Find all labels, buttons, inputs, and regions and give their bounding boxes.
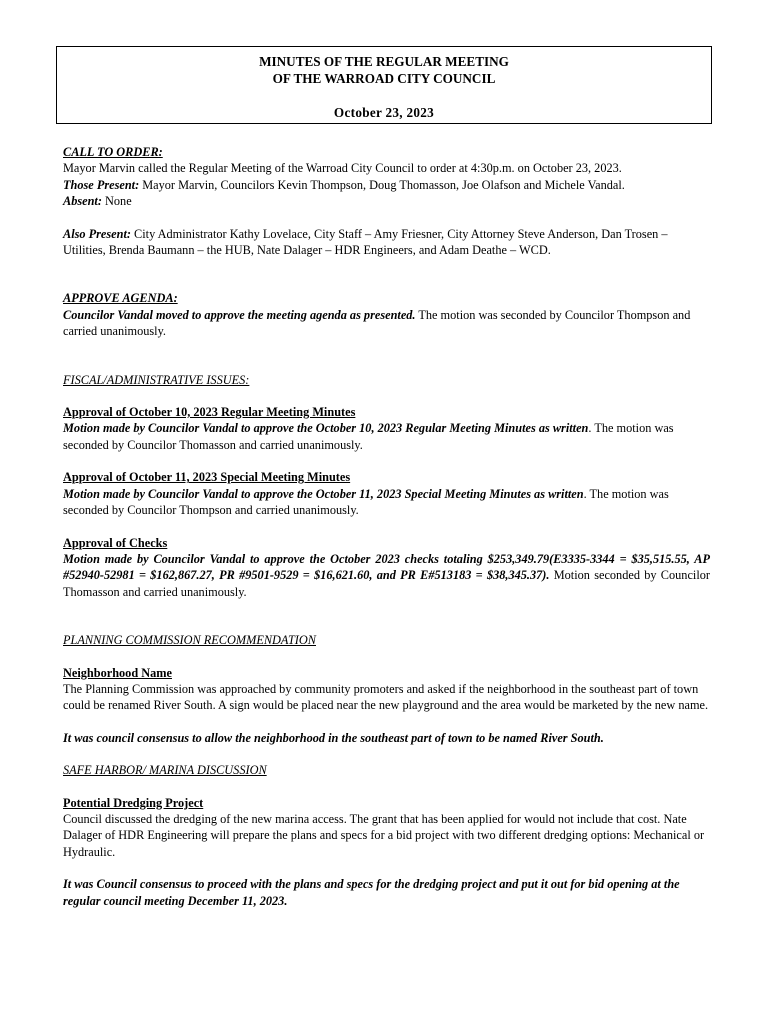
planning-text: The Planning Commission was approached by community promoters and asked if the neighborhood in the southeast part of town could be renamed River South. A sign would be placed near the new playground and the area would be marketed by the new name. bbox=[63, 681, 709, 713]
fiscal-item-second: Motion seconded by Councilor Thomasson and carried unanimously. bbox=[63, 568, 710, 599]
call-to-order-heading: CALL TO ORDER: bbox=[63, 145, 163, 159]
safe-harbor-item-title: Potential Dredging Project bbox=[63, 795, 204, 810]
agenda-second: The motion was seconded by Councilor Thompson and carried unanimously. bbox=[63, 307, 691, 339]
document-header bbox=[56, 46, 712, 124]
present-text: Mayor Marvin, Councilors Kevin Thompson, Doug Thomasson, Joe Olafson and Michele Vandal. bbox=[139, 177, 625, 192]
safe-harbor-heading: SAFE HARBOR/ MARINA DISCUSSION bbox=[63, 763, 267, 778]
fiscal-item-title: Approval of Checks bbox=[63, 535, 168, 550]
also-present bbox=[63, 226, 710, 259]
title-line-2: OF THE WARROAD CITY COUNCIL bbox=[272, 71, 496, 86]
fiscal-item-title: Approval of October 11, 2023 Special Meeting Minutes bbox=[63, 470, 351, 485]
fiscal-item-second: . The motion was seconded by Councilor Thomasson and carried unanimously. bbox=[63, 421, 674, 452]
safe-harbor-text: Council discussed the dredging of the new marina access. The grant that has been applied for would not include that cost. Nate Dalager of HDR Engineering will prepare the plans and specs for a bid project with two different dredging options: Mechanical or Hydraulic. bbox=[63, 811, 705, 859]
fiscal-item-text bbox=[63, 420, 710, 453]
absent-label: Absent: bbox=[63, 194, 102, 209]
call-to-order-text: Mayor Marvin called the Regular Meeting of the Warroad City Council to order at 4:30p.m. on October 23, 2023. bbox=[63, 161, 622, 176]
fiscal-item-motion: Motion made by Councilor Vandal to approve the October 10, 2023 Regular Meeting Minutes as written bbox=[63, 421, 589, 436]
planning-heading: PLANNING COMMISSION RECOMMENDATION bbox=[63, 633, 316, 648]
fiscal-heading: FISCAL/ADMINISTRATIVE ISSUES: bbox=[63, 372, 250, 387]
fiscal-item-text bbox=[63, 551, 710, 600]
minutes-body bbox=[63, 144, 710, 909]
present-label: Those Present: bbox=[63, 177, 140, 192]
title-line-1: MINUTES OF THE REGULAR MEETING bbox=[259, 54, 509, 69]
absent-text: None bbox=[101, 194, 132, 209]
fiscal-item-text bbox=[63, 486, 710, 519]
meeting-date: October 23, 2023 bbox=[333, 105, 435, 120]
fiscal-item-motion: Motion made by Councilor Vandal to approve the October 2023 checks totaling $253,349.79(E3335-3344 = $35,515.55, AP #52940-52981 = $162,867.27, PR #9501-9529 = $16,621.60, and PR E#513183 = $38,345.37). bbox=[63, 551, 710, 583]
those-present bbox=[63, 177, 710, 193]
approve-agenda-heading: APPROVE AGENDA: bbox=[63, 291, 178, 306]
fiscal-item-motion: Motion made by Councilor Vandal to approve the October 11, 2023 Special Meeting Minutes as written bbox=[63, 486, 584, 501]
approve-agenda-text bbox=[63, 307, 710, 340]
absent bbox=[63, 193, 710, 209]
planning-item-title: Neighborhood Name bbox=[63, 665, 172, 680]
agenda-motion: Councilor Vandal moved to approve the meeting agenda as presented. bbox=[63, 307, 416, 322]
also-present-text: City Administrator Kathy Lovelace, City Staff – Amy Friesner, City Attorney Steve Anderson, Dan Trosen – Utilities, Brenda Baumann – the HUB, Nate Dalager – HDR Engineers, and Adam Deathe – WCD. bbox=[63, 226, 668, 258]
planning-consensus: It was council consensus to allow the neighborhood in the southeast part of town to be named River South. bbox=[63, 730, 604, 745]
also-present-label: Also Present: bbox=[63, 226, 131, 241]
fiscal-item-second: . The motion was seconded by Councilor Thompson and carried unanimously. bbox=[63, 486, 669, 518]
safe-harbor-consensus: It was Council consensus to proceed with the plans and specs for the dredging project and put it out for bid opening at the regular council meeting December 11, 2023. bbox=[63, 877, 680, 908]
fiscal-item-title: Approval of October 10, 2023 Regular Meeting Minutes bbox=[63, 405, 356, 420]
